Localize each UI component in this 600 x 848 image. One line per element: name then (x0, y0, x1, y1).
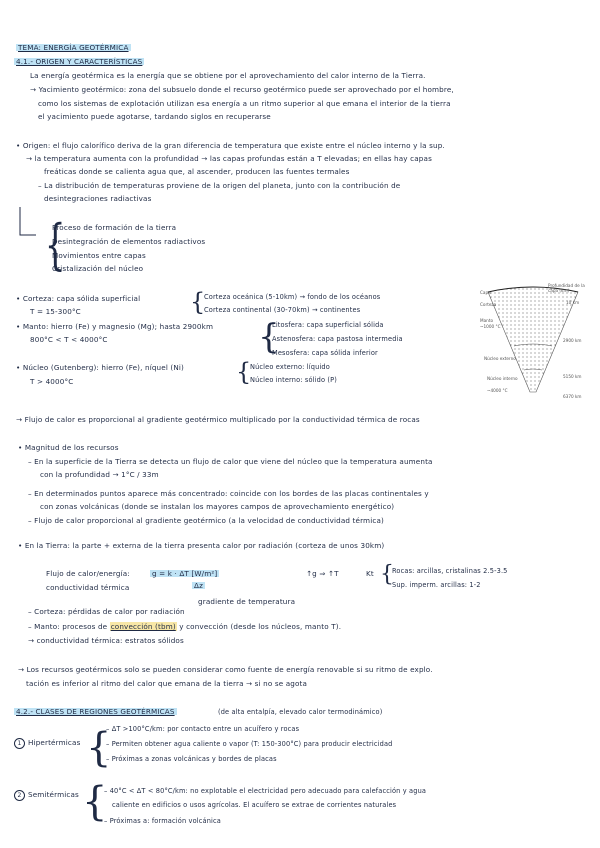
diagram-label: 5150 km (563, 374, 582, 379)
formula-implication: ↑g ⇒ ↑T (306, 569, 339, 578)
hyperthermal-label (14, 738, 80, 749)
source-item: Proceso de formación de la tierra (52, 223, 177, 232)
origin-line: desintegraciones radiactivas (44, 194, 152, 203)
transfer-line-part: y convección (desde los núcleos, manto T). (176, 622, 342, 631)
convection-highlight: convección (tbm) (110, 622, 176, 631)
rock-conductivity: Sup. imperm. arcillas: 1-2 (392, 581, 481, 589)
semithermal-brace: { (82, 779, 108, 825)
origin-line: → la temperatura aumenta con la profundidad → las capas profundas están a T elevadas; en ellas hay capas (26, 154, 432, 163)
corteza-brace: { (190, 288, 206, 316)
intro-line: La energía geotérmica es la energía que se obtiene por el aprovechamiento del calor interno de la Tierra. (30, 71, 426, 80)
formula-kt: Kt (366, 569, 374, 578)
renewable-note: → Los recursos geotérmicos solo se pueden considerar como fuente de energía renovable si su ritmo de explo. (18, 665, 433, 674)
diagram-label: 6370 km (563, 394, 582, 399)
nucleo-temp: T > 4000°C (30, 377, 74, 386)
page-title: TEMA: ENERGÍA GEOTÉRMICA (18, 43, 129, 52)
diagram-label: Manto (480, 318, 494, 323)
section-heading-origin: 4.1.- ORIGEN Y CARACTERÍSTICAS (16, 57, 143, 66)
formula-expression: g = k · ΔT [W/m²] (152, 569, 218, 578)
magnitude-line: – En la superficie de la Tierra se detecta un flujo de calor que viene del núcleo que la temperatura aumenta (28, 457, 433, 466)
manto-line: • Manto: hierro (Fe) y magnesio (Mg); hasta 2900km (16, 322, 214, 331)
hyperthermal-item: – ΔT >100°C/km: por contacto entre un acuífero y rocas (106, 725, 300, 733)
magnitude-heading: • Magnitud de los recursos (18, 443, 119, 452)
origin-line: • Origen: el flujo calorífico deriva de la gran diferencia de temperatura que existe entre el núcleo interno y la sup. (16, 141, 445, 150)
manto-type: Astenosfera: capa pastosa intermedia (272, 335, 403, 343)
source-item: Movimientos entre capas (52, 251, 146, 260)
corteza-line: • Corteza: capa sólida superficial (16, 294, 141, 303)
diagram-label: Núcleo interno (487, 376, 518, 381)
manto-type: Litosfera: capa superficial sólida (272, 321, 384, 329)
diagram-label: ~1000 °C (480, 324, 501, 329)
section-heading-regions: 4.2.- CLASES DE REGIONES GEOTÉRMICAS (16, 707, 175, 716)
formula-label: Flujo de calor/energía: (46, 569, 130, 578)
item-number: 1 (14, 738, 25, 749)
gradient-label: gradiente de temperatura (198, 597, 296, 606)
diagram-label: Núcleo externo (484, 356, 516, 361)
semithermal-label (14, 790, 79, 801)
magnitude-line: – Flujo de calor proporcional al gradiente geotérmico (a la velocidad de conductividad térmica) (28, 516, 384, 525)
semithermal-item: – Próximas a: formación volcánica (104, 817, 221, 825)
diagram-label: Capa (480, 290, 491, 295)
rocks-brace: { (380, 562, 394, 587)
hyperthermal-item: – Próximas a zonas volcánicas y bordes de placas (106, 755, 277, 763)
corteza-type: Corteza continental (30-70km) → continentes (204, 306, 361, 314)
nucleo-type: Núcleo interno: sólido (P) (250, 376, 338, 384)
diagram-label: ~4000 °C (487, 388, 508, 393)
intro-line: → Yacimiento geotérmico: zona del subsuelo donde el recurso geotérmico puede ser aprovechado por el hombre, (30, 85, 454, 94)
nucleo-line: • Núcleo (Gutenberg): hierro (Fe), níquel (Ni) (16, 363, 184, 372)
magnitude-line: con la profundidad → 1°C / 33m (40, 470, 159, 479)
intro-line: como los sistemas de explotación utilizan esa energía a un ritmo superior al que emana el interior de la tierra (38, 99, 451, 108)
corteza-temp: T = 15-300°C (30, 307, 81, 316)
sources-brace: { (44, 213, 66, 276)
diagram-label: Corteza (480, 302, 497, 307)
manto-type: Mesosfera: capa sólida inferior (272, 349, 378, 357)
semithermal-item: caliente en edificios o usos agrícolas. El acuífero se extrae de corrientes naturales (112, 801, 397, 809)
nucleo-type: Núcleo externo: líquido (250, 363, 330, 371)
transfer-line (28, 623, 341, 630)
source-item: Desintegración de elementos radiactivos (52, 237, 206, 246)
semithermal-name: Semitérmicas (28, 790, 79, 799)
conductivity-label: conductividad térmica (46, 583, 130, 592)
origin-line: freáticas donde se calienta agua que, al ascender, producen las fuentes termales (44, 167, 350, 176)
renewable-note: tación es inferior al ritmo del calor que emana de la tierra → si no se agota (26, 679, 308, 688)
hyperthermal-item: – Permiten obtener agua caliente o vapor (T: 150-300°C) para producir electricidad (106, 740, 393, 748)
source-item: Cristalización del núcleo (52, 264, 144, 273)
hyperthermal-brace: { (86, 725, 112, 771)
manto-temp: 800°C < T < 4000°C (30, 335, 108, 344)
diagram-label: Profundidad de la capa (km) (548, 283, 585, 293)
transfer-line-part: – Manto: procesos de (28, 622, 110, 631)
intro-line: el yacimiento puede agotarse, tardando siglos en recuperarse (38, 112, 271, 121)
flux-note: → Flujo de calor es proporcional al gradiente geotérmico multiplicado por la conductividad térmica de rocas (16, 415, 420, 424)
transfer-line: → conductividad térmica: estratos sólidos (28, 636, 184, 645)
transfer-line: – Corteza: pérdidas de calor por radiación (28, 607, 185, 616)
magnitude-line: con zonas volcánicas (donde se instalan los mayores campos de aprovechamiento energético) (40, 502, 395, 511)
semithermal-item: – 40°C < ΔT < 80°C/km: no explotable el electricidad pero adecuado para calefacción y agua (104, 787, 427, 795)
formula-dz: Δz (194, 581, 203, 590)
hyperthermal-name: Hipertérmicas (28, 738, 81, 747)
regions-note: (de alta entalpía, elevado calor termodinámico) (218, 708, 383, 716)
corteza-type: Corteza oceánica (5-10km) → fondo de los océanos (204, 293, 381, 301)
diagram-label: 10 km (566, 300, 580, 305)
rock-conductivity: Rocas: arcillas, cristalinas 2.5-3.5 (392, 567, 508, 575)
diagram-label: 2900 km (563, 338, 582, 343)
earth-radiation-line: • En la Tierra: la parte + externa de la tierra presenta calor por radiación (corteza de unos 30km) (18, 541, 385, 550)
manto-brace: { (258, 317, 280, 357)
nucleo-brace: { (236, 358, 252, 386)
origin-line: – La distribución de temperaturas proviene de la origen del planeta, junto con la contribución de (38, 181, 401, 190)
item-number: 2 (14, 790, 25, 801)
magnitude-line: – En determinados puntos aparece más concentrado: coincide con los bordes de las placas continentales y (28, 489, 429, 498)
